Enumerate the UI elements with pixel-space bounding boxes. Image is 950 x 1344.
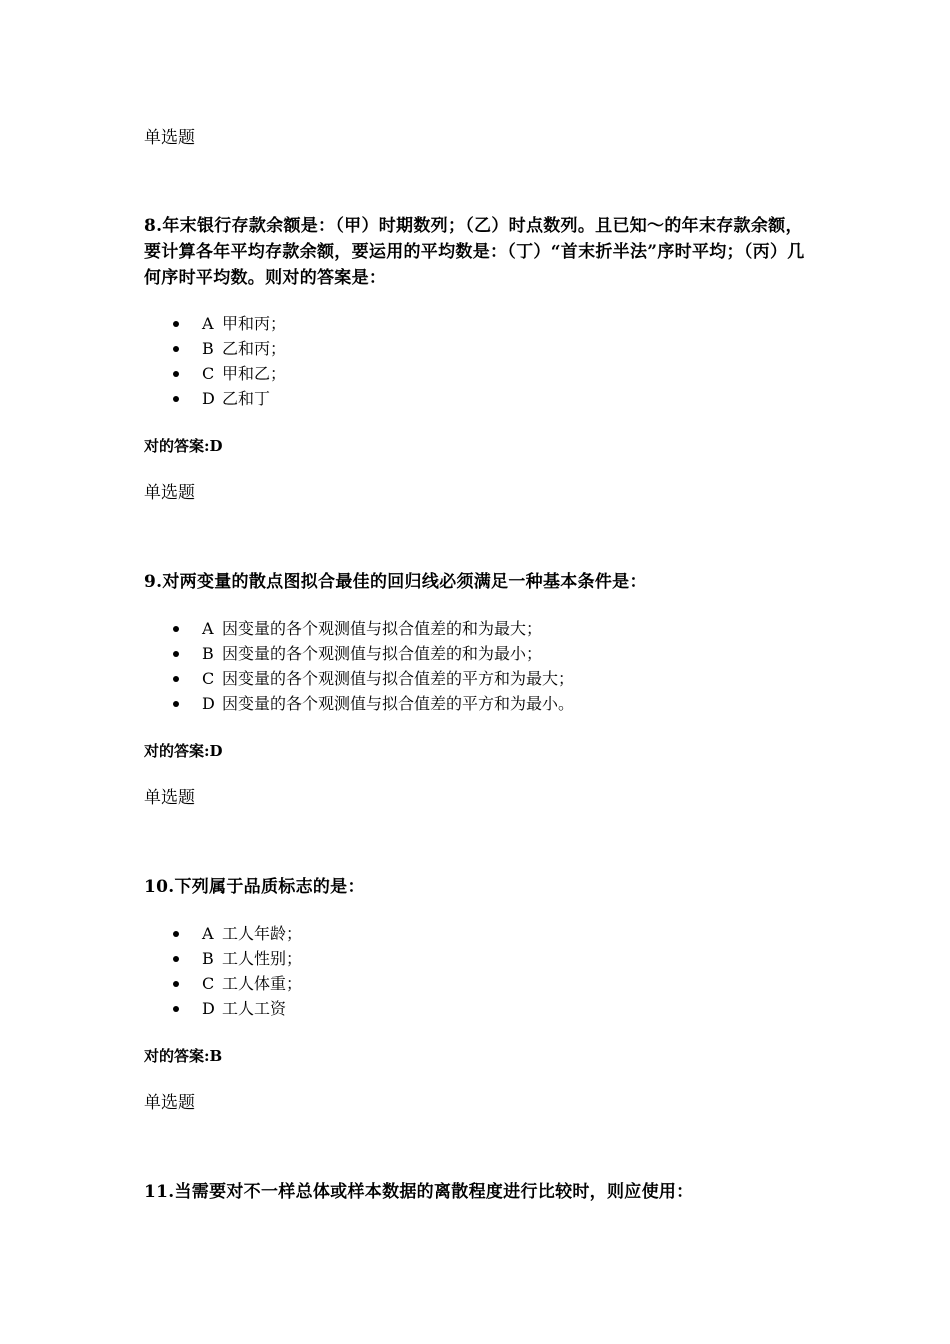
option-b: B 工人性别； — [144, 946, 302, 971]
option-c: C 因变量的各个观测值与拟合值差的平方和为最大； — [144, 666, 574, 691]
question-8-text: 8.年末银行存款余额是：（甲）时期数列；（乙）时点数列。且已知～的年末存款余额，要计算各年平均存款余额，要运用的平均数是：（丁）“首末折半法”序时平均；（丙）几何序时平均数。则对的答案是： — [144, 216, 805, 288]
bullet-icon — [173, 701, 179, 707]
question-11-text: 11.当需要对不一样总体或样本数据的离散程度进行比较时，则应使用： — [144, 1182, 694, 1202]
bullet-icon — [173, 371, 179, 377]
option-d: D 乙和丁 — [144, 386, 286, 411]
option-c: C 工人体重； — [144, 971, 302, 996]
question-10-options — [144, 921, 302, 1021]
option-a: A 因变量的各个观测值与拟合值差的和为最大； — [144, 616, 574, 641]
option-a: A 工人年龄； — [144, 921, 302, 946]
option-b: B 乙和丙； — [144, 336, 286, 361]
question-10-answer: 对的答案:B — [144, 1047, 223, 1065]
bullet-icon — [173, 626, 179, 632]
question-9-text: 9.对两变量的散点图拟合最佳的回归线必须满足一种基本条件是： — [144, 572, 647, 592]
question-type-label: 单选题 — [144, 788, 195, 808]
bullet-icon — [173, 676, 179, 682]
bullet-icon — [173, 321, 179, 327]
option-c: C 甲和乙； — [144, 361, 286, 386]
option-a: A 甲和丙； — [144, 311, 286, 336]
question-type-label: 单选题 — [144, 128, 195, 148]
bullet-icon — [173, 931, 179, 937]
question-type-label: 单选题 — [144, 483, 195, 503]
bullet-icon — [173, 981, 179, 987]
option-b: B 因变量的各个观测值与拟合值差的和为最小； — [144, 641, 574, 666]
bullet-icon — [173, 1006, 179, 1012]
bullet-icon — [173, 651, 179, 657]
option-d: D 工人工资 — [144, 996, 302, 1021]
question-8-options — [144, 311, 286, 411]
bullet-icon — [173, 396, 179, 402]
question-9-answer: 对的答案:D — [144, 742, 223, 760]
bullet-icon — [173, 956, 179, 962]
question-9-options — [144, 616, 574, 716]
question-8-answer: 对的答案:D — [144, 437, 223, 455]
bullet-icon — [173, 346, 179, 352]
option-d: D 因变量的各个观测值与拟合值差的平方和为最小。 — [144, 691, 574, 716]
question-type-label: 单选题 — [144, 1093, 195, 1113]
question-10-text: 10.下列属于品质标志的是： — [144, 877, 365, 897]
